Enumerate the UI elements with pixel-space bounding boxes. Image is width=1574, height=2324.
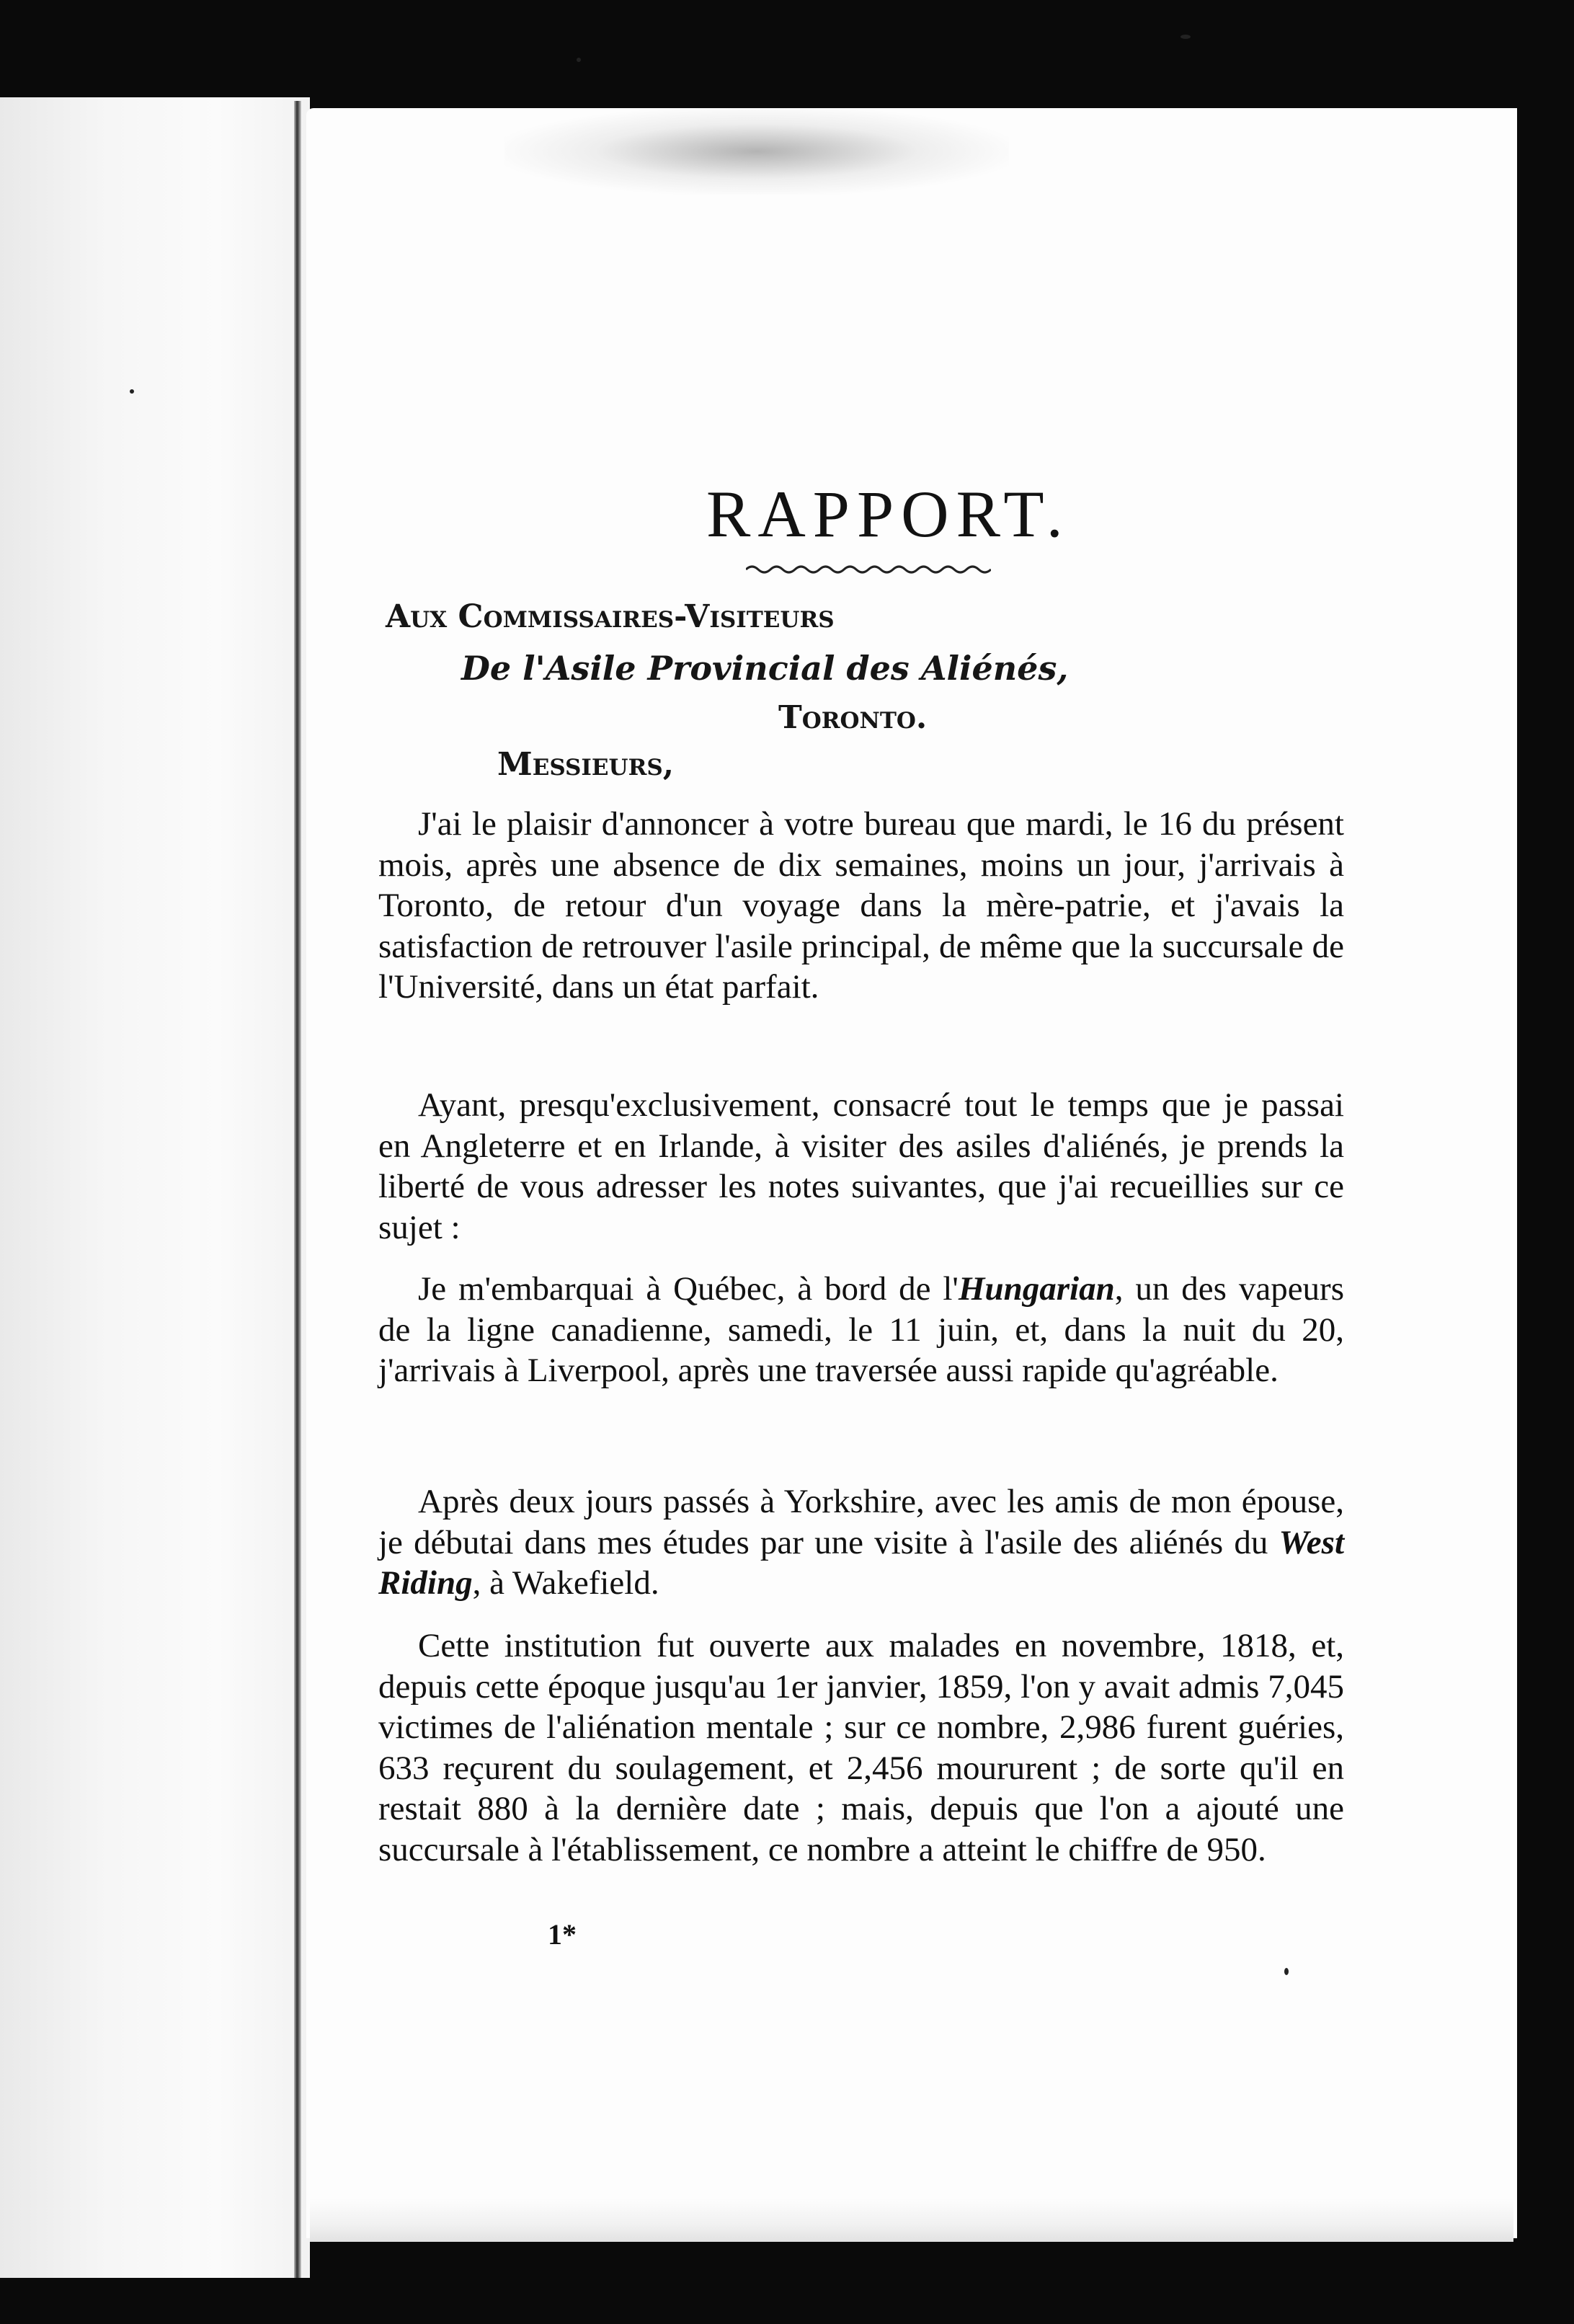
facing-page: [0, 97, 310, 2278]
paragraph-1-text: J'ai le plaisir d'annoncer à votre bureau que mardi, le 16 du présent mois, après une absence de dix semaines, moins un jour, j'arrivais à Toronto, de retour d'un voyage dans la mère-patrie, et j'avais la satisfaction de retrouver l'asile principal, de même que la succursale de l'Université, dans un état parfait.: [378, 805, 1344, 1006]
book-gutter: [294, 101, 301, 2278]
paragraph-4-before: Après deux jours passés à Yorkshire, avec les amis de mon épouse, je débutai dans mes études par une visite à l'asile des aliénés du: [378, 1483, 1344, 1561]
signature-mark: 1*: [548, 1918, 577, 1951]
paragraph-4-text: [378, 1481, 1344, 1604]
scan-speck: [1180, 35, 1191, 39]
paragraph-1: [378, 804, 1344, 1008]
document-title: RAPPORT.: [706, 477, 1070, 551]
ship-name: Hungarian: [958, 1270, 1115, 1308]
paragraph-2: [378, 1085, 1344, 1248]
scan-speck: [130, 389, 134, 394]
addressee-line: Aux Commissaires-Visiteurs: [386, 598, 835, 635]
paragraph-3-after: , un des vapeurs de la ligne canadienne, samedi, le 11 juin, et, dans la nuit du 20, j'arrivais à Liverpool, après une traversée aussi rapide qu'agréable.: [378, 1270, 1344, 1389]
page-bottom-edge: [310, 2199, 1513, 2242]
page-fold-shadow: [504, 108, 1009, 195]
scan-speck: [1284, 1968, 1289, 1975]
salutation: Messieurs,: [497, 746, 675, 783]
scan-speck: [577, 58, 581, 62]
paragraph-4-after: , à Wakefield.: [472, 1564, 659, 1602]
place-name: West Riding: [378, 1523, 1344, 1602]
paragraph-2-text: Ayant, presqu'exclusivement, consacré tout le temps que je passai en Angleterre et en Irlande, à visiter des asiles d'aliénés, je prends la liberté de vous adresser les notes suivantes, que j'ai recueillies sur ce sujet :: [378, 1086, 1344, 1246]
paragraph-3-text: [378, 1269, 1344, 1391]
paragraph-3-before: Je m'embarquai à Québec, à bord de l': [418, 1270, 959, 1308]
addressee-institution: De l'Asile Provincial des Aliénés,: [461, 649, 1069, 688]
scan-top-border: [0, 0, 1574, 108]
paragraph-5: [378, 1626, 1344, 1870]
paragraph-4: [378, 1481, 1344, 1604]
title-ornament-rule: [746, 562, 991, 577]
paragraph-5-text: Cette institution fut ouverte aux malades en novembre, 1818, et, depuis cette époque jusqu'au 1er janvier, 1859, l'on y avait admis 7,045 victimes de l'aliénation mentale ; sur ce nombre, 2,986 furent guéries, 633 reçurent du soulagement, et 2,456 moururent ; de sorte qu'il en restait 880 à la dernière date ; mais, depuis que l'on a ajouté une succursale à l'établissement, ce nombre a atteint le chiffre de 950.: [378, 1627, 1344, 1868]
addressee-city: Toronto.: [778, 699, 928, 736]
paragraph-3: [378, 1269, 1344, 1391]
